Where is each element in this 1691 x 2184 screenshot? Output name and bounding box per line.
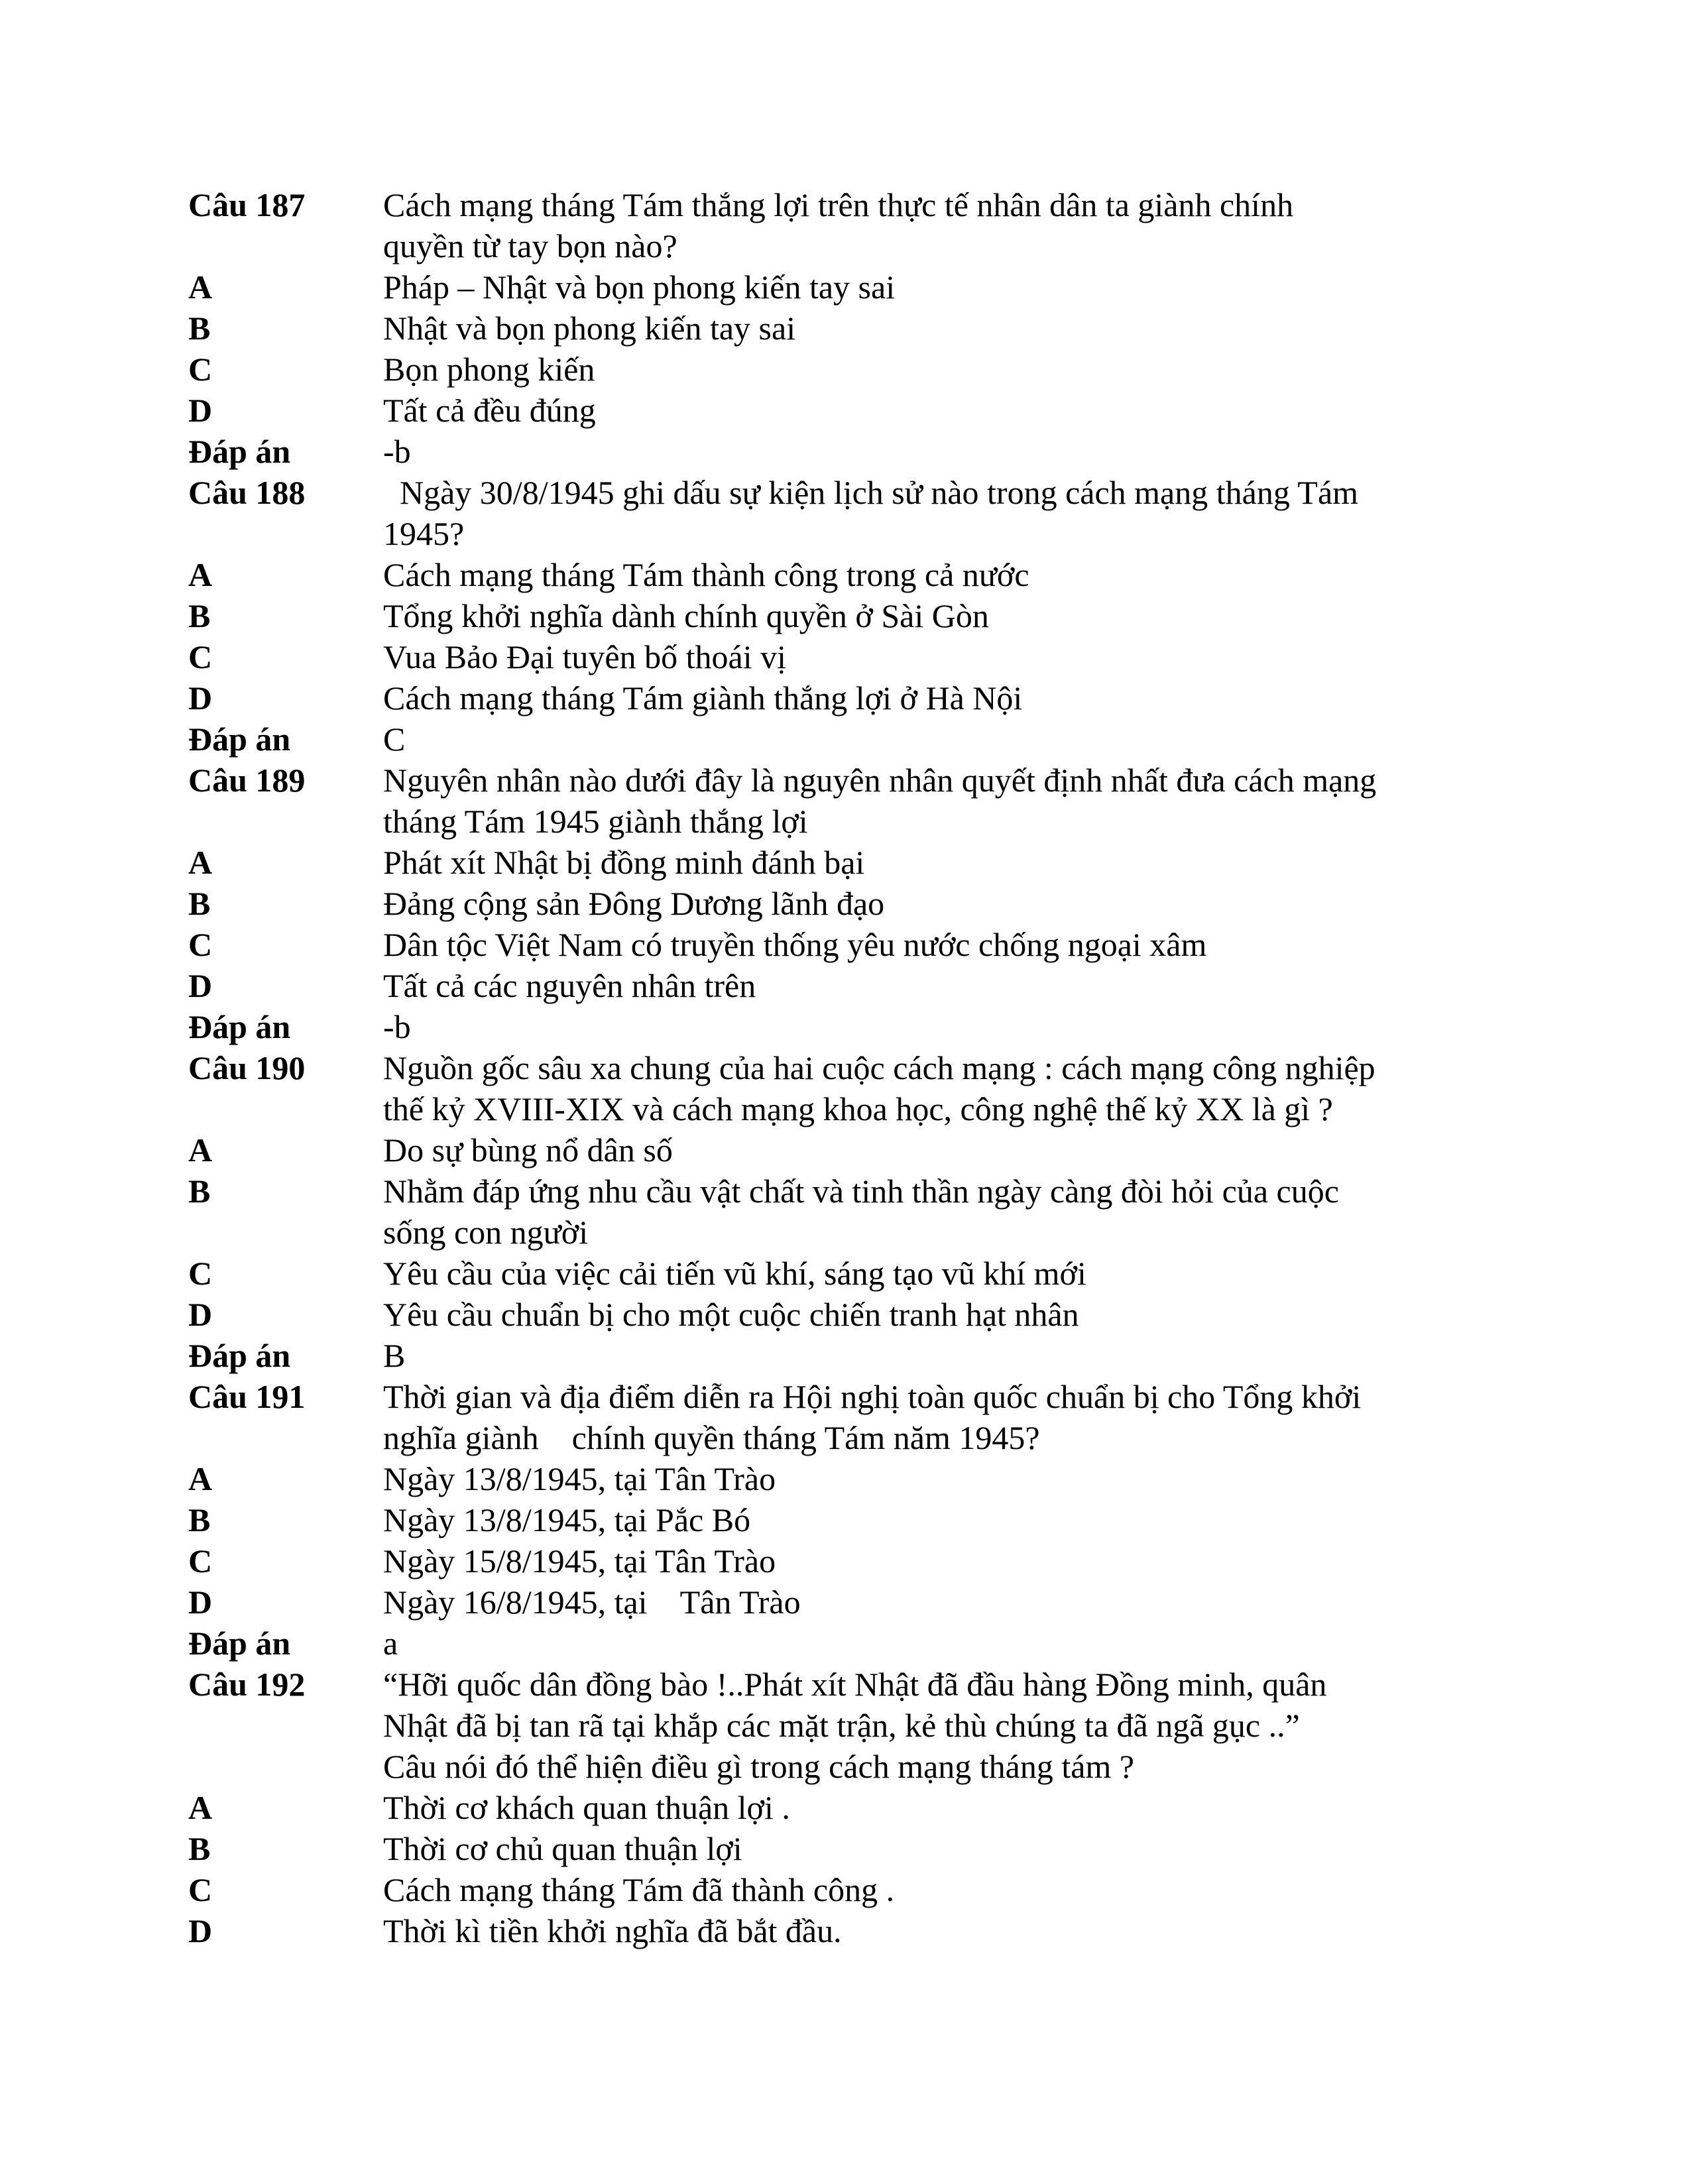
option-row (188, 1171, 1514, 1253)
row-text: “Hỡi quốc dân đồng bào !..Phát xít Nhật đã đầu hàng Đồng minh, quân Nhật đã bị tan rã tại khắp các mặt trận, kẻ thù chúng ta đã ngã gục ..” Câu nói đó thể hiện điều gì trong cách mạng tháng tám ? (383, 1666, 1327, 1785)
row-label: C (188, 351, 213, 388)
answer-row (188, 1335, 1514, 1376)
row-label: A (188, 844, 213, 881)
row-label: C (188, 926, 213, 963)
row-label: A (188, 1131, 213, 1169)
row-label: Đáp án (188, 1337, 291, 1374)
row-text: Ngày 13/8/1945, tại Tân Trào (383, 1460, 776, 1497)
option-row (188, 1499, 1514, 1540)
row-text: Cách mạng tháng Tám thắng lợi trên thực tế nhân dân ta giành chính quyền từ tay bọn nào? (383, 186, 1294, 264)
option-row (188, 266, 1514, 308)
row-text: Pháp – Nhật và bọn phong kiến tay sai (383, 268, 896, 306)
option-row (188, 1869, 1514, 1910)
row-label: B (188, 1501, 211, 1538)
row-text: Ngày 13/8/1945, tại Pắc Bó (383, 1501, 751, 1538)
row-label: A (188, 556, 213, 593)
row-label: Đáp án (188, 433, 291, 470)
option-row (188, 554, 1514, 595)
row-text: C (383, 720, 406, 758)
answer-row (188, 1006, 1514, 1047)
option-row (188, 308, 1514, 349)
question-row (188, 1664, 1514, 1787)
option-row (188, 1828, 1514, 1869)
row-text: Nhật và bọn phong kiến tay sai (383, 310, 796, 347)
option-row (188, 924, 1514, 965)
row-text: Yêu cầu chuẩn bị cho một cuộc chiến tranh hạt nhân (383, 1296, 1079, 1333)
option-row (188, 390, 1514, 431)
row-text: -b (383, 433, 411, 470)
option-row (188, 349, 1514, 390)
option-row (188, 1787, 1514, 1828)
question-row (188, 760, 1514, 842)
row-label: A (188, 1789, 213, 1826)
row-label: A (188, 1460, 213, 1497)
question-row (188, 472, 1514, 554)
row-label: Đáp án (188, 720, 291, 758)
row-text: Ngày 15/8/1945, tại Tân Trào (383, 1542, 776, 1580)
row-label: B (188, 597, 211, 634)
row-label: B (188, 1173, 211, 1210)
row-label: Đáp án (188, 1625, 291, 1662)
row-label: C (188, 1542, 213, 1580)
answer-row (188, 431, 1514, 472)
option-row (188, 1540, 1514, 1581)
question-row (188, 184, 1514, 266)
question-row (188, 1047, 1514, 1129)
row-text: B (383, 1337, 406, 1374)
answer-row (188, 718, 1514, 760)
row-text: Bọn phong kiến (383, 351, 595, 388)
option-row (188, 1294, 1514, 1335)
row-text: Do sự bùng nổ dân số (383, 1131, 673, 1169)
row-text: Tất cả đều đúng (383, 392, 596, 429)
row-text: Yêu cầu của việc cải tiến vũ khí, sáng tạo vũ khí mới (383, 1255, 1086, 1292)
option-row (188, 883, 1514, 924)
row-label: D (188, 392, 213, 429)
row-text: Phát xít Nhật bị đồng minh đánh bại (383, 844, 865, 881)
row-label: C (188, 638, 213, 675)
row-label: Câu 187 (188, 186, 306, 223)
row-label: B (188, 1830, 211, 1867)
row-label: D (188, 1912, 213, 1949)
row-text: Thời kì tiền khởi nghĩa đã bắt đầu. (383, 1912, 842, 1949)
row-label: Câu 189 (188, 762, 306, 799)
option-row (188, 842, 1514, 883)
row-label: D (188, 1583, 213, 1621)
row-label: Đáp án (188, 1008, 291, 1045)
answer-row (188, 1623, 1514, 1664)
option-row (188, 965, 1514, 1006)
quiz-document (188, 184, 1514, 1951)
option-row (188, 1581, 1514, 1623)
row-text: Nguồn gốc sâu xa chung của hai cuộc cách mạng : cách mạng công nghiệp thế kỷ XVIII-XIX và cách mạng khoa học, công nghệ thế kỷ XX là gì ? (383, 1049, 1375, 1127)
row-text: Nhằm đáp ứng nhu cầu vật chất và tinh thần ngày càng đòi hỏi của cuộc sống con người (383, 1173, 1339, 1251)
row-label: B (188, 310, 211, 347)
row-label: D (188, 1296, 213, 1333)
option-row (188, 1910, 1514, 1951)
row-label: C (188, 1255, 213, 1292)
option-row (188, 636, 1514, 677)
row-label: C (188, 1871, 213, 1908)
option-row (188, 595, 1514, 636)
row-label: Câu 192 (188, 1666, 306, 1703)
row-text: Thời gian và địa điểm diễn ra Hội nghị toàn quốc chuẩn bị cho Tổng khởi nghĩa giành chính quyền tháng Tám năm 1945? (383, 1378, 1362, 1456)
row-text: a (383, 1625, 398, 1662)
row-label: B (188, 885, 211, 922)
row-label: Câu 191 (188, 1378, 306, 1415)
row-text: -b (383, 1008, 411, 1045)
option-row (188, 1253, 1514, 1294)
row-label: Câu 188 (188, 474, 306, 511)
row-text: Cách mạng tháng Tám giành thắng lợi ở Hà Nội (383, 679, 1023, 717)
row-text: Đảng cộng sản Đông Dương lãnh đạo (383, 885, 885, 922)
row-text: Cách mạng tháng Tám thành công trong cả nước (383, 556, 1029, 593)
row-text: Cách mạng tháng Tám đã thành công . (383, 1871, 895, 1908)
row-text: Thời cơ chủ quan thuận lợi (383, 1830, 742, 1867)
option-row (188, 1458, 1514, 1499)
row-label: D (188, 967, 213, 1004)
row-text: Thời cơ khách quan thuận lợi . (383, 1789, 790, 1826)
row-text: Ngày 30/8/1945 ghi dấu sự kiện lịch sử nào trong cách mạng tháng Tám 1945? (383, 474, 1359, 552)
row-text: Dân tộc Việt Nam có truyền thống yêu nước chống ngoại xâm (383, 926, 1207, 963)
option-row (188, 1129, 1514, 1171)
row-label: D (188, 679, 213, 717)
row-text: Vua Bảo Đại tuyên bố thoái vị (383, 638, 786, 675)
row-text: Ngày 16/8/1945, tại Tân Trào (383, 1583, 801, 1621)
row-text: Tất cả các nguyên nhân trên (383, 967, 756, 1004)
row-text: Tổng khởi nghĩa dành chính quyền ở Sài Gòn (383, 597, 989, 634)
row-label: A (188, 268, 213, 306)
row-text: Nguyên nhân nào dưới đây là nguyên nhân quyết định nhất đưa cách mạng tháng Tám 1945 giành thắng lợi (383, 762, 1377, 840)
option-row (188, 677, 1514, 718)
row-label: Câu 190 (188, 1049, 306, 1086)
question-row (188, 1376, 1514, 1458)
